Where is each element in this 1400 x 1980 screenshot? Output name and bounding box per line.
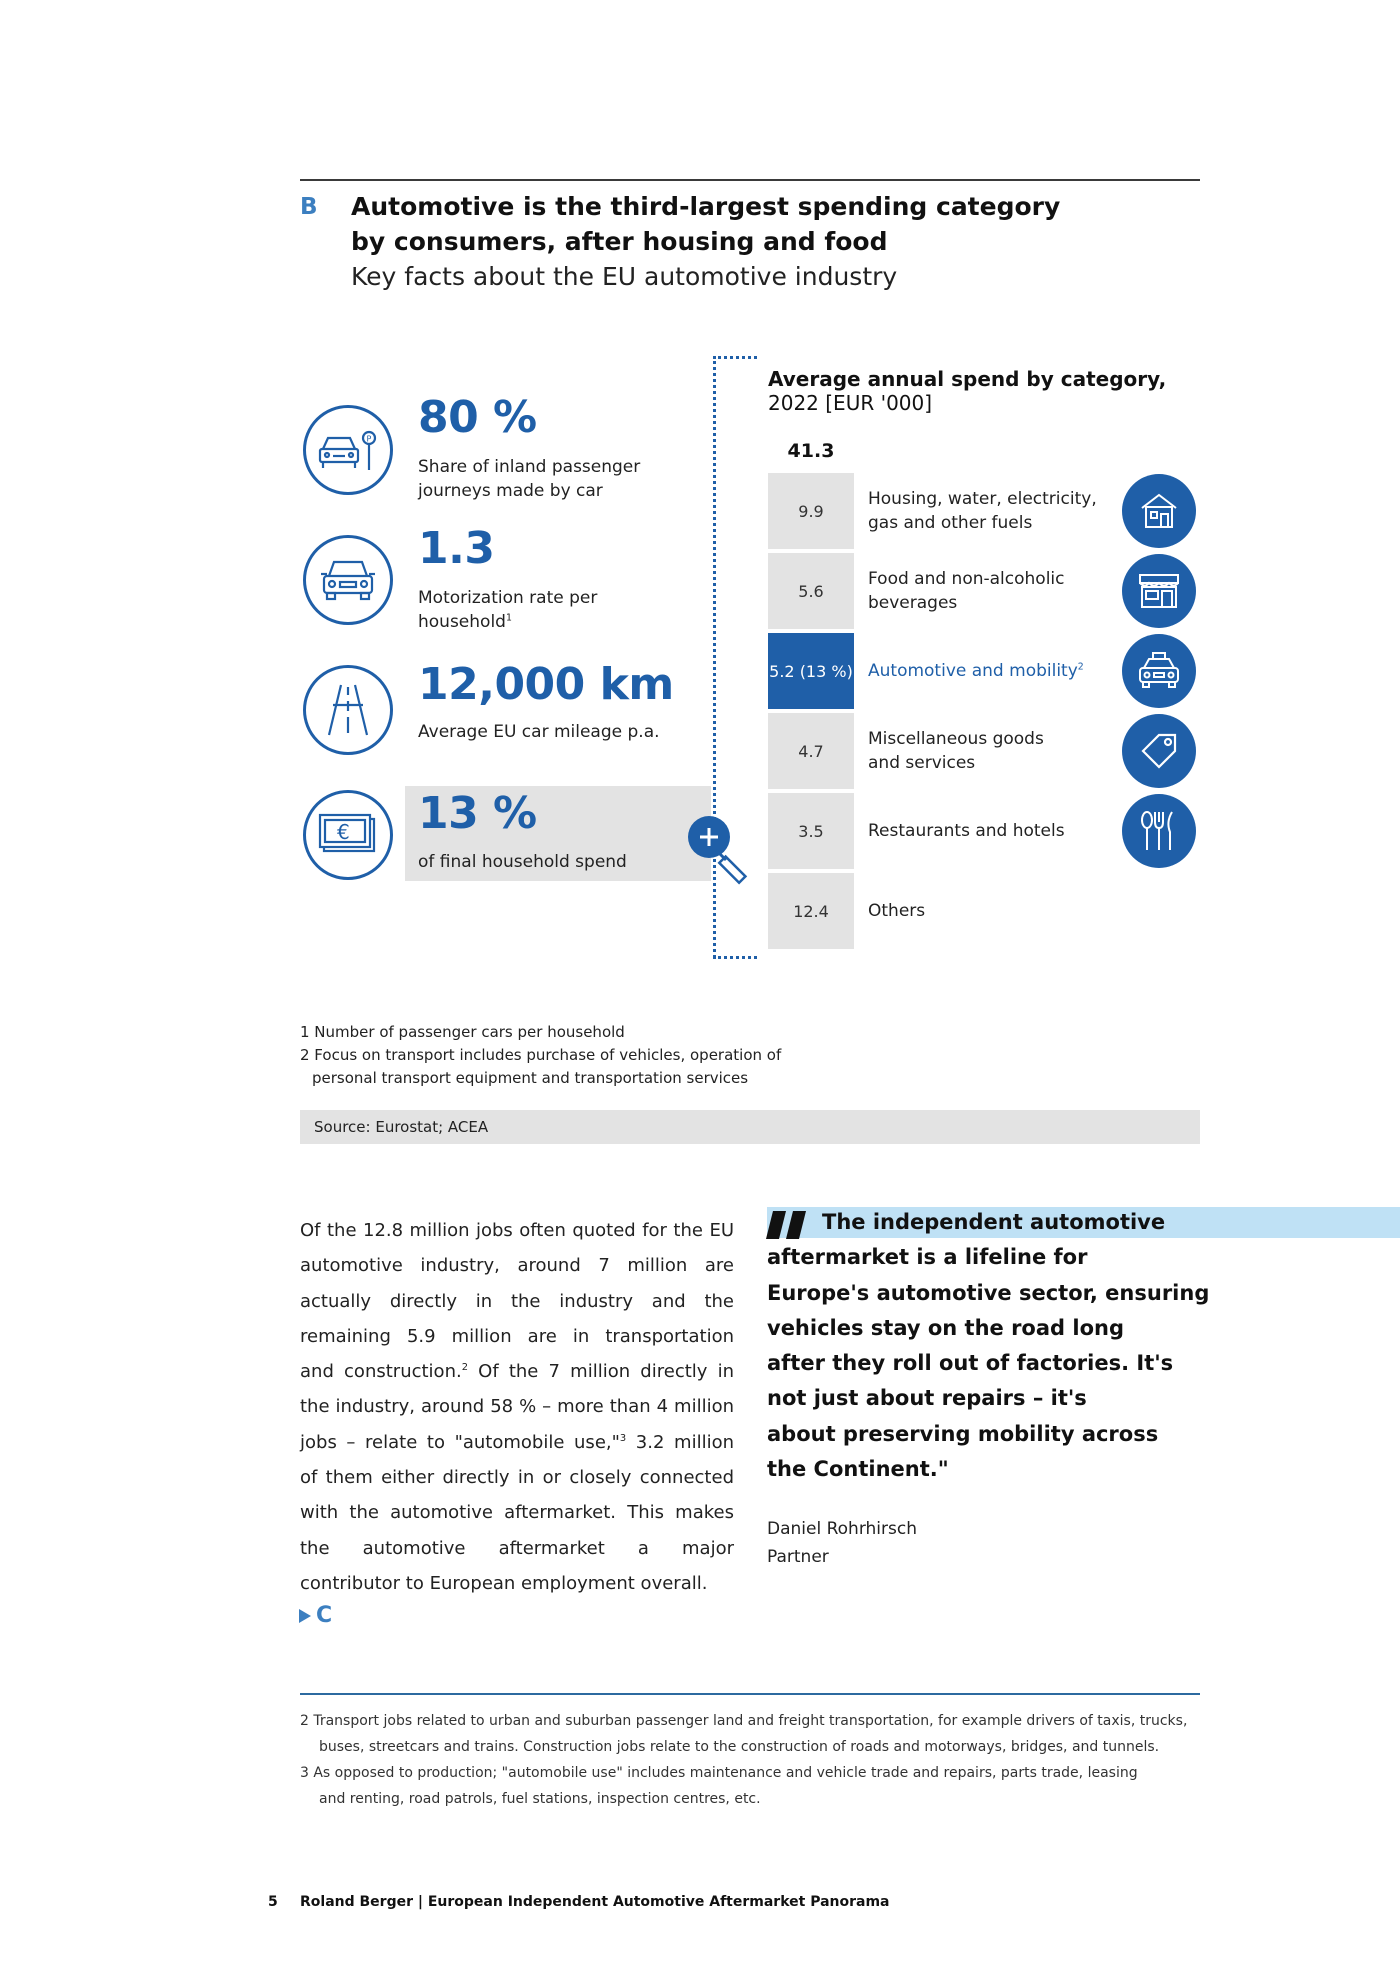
section-title-line-1: Automotive is the third-largest spending category: [351, 192, 1061, 221]
fact-value-mileage: 12,000 km: [418, 659, 674, 710]
fact-label-motorization: [418, 586, 597, 634]
chart-category-label: Miscellaneous goods and services: [868, 729, 1044, 773]
quote-line: not just about repairs – it's: [767, 1386, 1087, 1411]
chart-value-cell: 12.4: [768, 873, 854, 949]
footer-text: Roland Berger | European Independent Automotive Aftermarket Panorama: [300, 1894, 890, 1910]
svg-text:€: €: [337, 820, 350, 844]
play-arrow-icon: [298, 1608, 312, 1624]
body-line: [300, 1354, 734, 1389]
page-number: 5: [268, 1894, 278, 1910]
fact-label-text: household: [418, 612, 506, 632]
page-footnote-2: 2 Transport jobs related to urban and suburban passenger land and freight transportation, for example drivers of taxis, trucks,: [300, 1713, 1188, 1729]
footnote-ref: 2: [461, 1362, 468, 1374]
chart-value-cell: 5.6: [768, 553, 854, 629]
page-footnote-3: 3 As opposed to production; "automobile use" includes maintenance and vehicle trade and repairs, parts trade, leasing: [300, 1765, 1138, 1781]
chart-title: Average annual spend by category,: [768, 367, 1167, 391]
quote-line: Europe's automotive sector, ensuring: [767, 1280, 1210, 1305]
page-footnotes: [300, 1708, 1187, 1812]
chart-value-cell: 9.9: [768, 473, 854, 549]
chart-row: [768, 713, 1200, 789]
body-text-span: and construction.: [300, 1361, 462, 1383]
fact-value-journeys: 80 %: [418, 392, 537, 443]
fact-label-line: Share of inland passenger: [418, 457, 641, 477]
quote-line: aftermarket is a lifeline for: [767, 1245, 1088, 1270]
chart-category-label: Restaurants and hotels: [868, 821, 1065, 841]
footnote-ref: 2: [1077, 661, 1084, 673]
body-line: remaining 5.9 million are in transportation: [300, 1325, 734, 1347]
body-line: Of the 12.8 million jobs often quoted for the EU: [300, 1220, 734, 1241]
chart-row: [768, 633, 1200, 709]
price-tag-icon: [1122, 714, 1196, 788]
taxi-icon: [1122, 634, 1196, 708]
pull-quote: [767, 1205, 1209, 1487]
chart-category-label: Housing, water, electricity, gas and other fuels: [868, 489, 1097, 533]
chart-footnote-2-cont: personal transport equipment and transportation services: [312, 1069, 749, 1087]
chart-value-cell: 5.2 (13 %): [768, 633, 854, 709]
body-line: automotive industry, around 7 million are: [300, 1255, 734, 1277]
chart-row: [768, 873, 1200, 949]
quote-attribution: [767, 1515, 917, 1571]
source-bar: Source: Eurostat; ACEA: [300, 1110, 1200, 1144]
chart-row: [768, 473, 1200, 549]
page-footnote-2-cont: buses, streetcars and trains. Construction jobs relate to the construction of roads and motorways, bridges, and tunnels.: [319, 1739, 1160, 1755]
quote-line: after they roll out of factories. It's: [767, 1351, 1174, 1376]
fact-label-line: journeys made by car: [418, 481, 603, 501]
chart-footnotes: [300, 1021, 781, 1090]
car-front-icon: [303, 535, 393, 625]
body-line: with the automotive aftermarket. This makes: [300, 1502, 734, 1524]
magnifier-icon: [712, 846, 754, 888]
section-title-line-2: by consumers, after housing and food: [351, 227, 888, 256]
euro-banknote-icon: [303, 790, 393, 880]
car-parking-icon: [303, 405, 393, 495]
chart-category-label: Automotive and mobility$^2$: [868, 661, 1084, 681]
section-subtitle: Key facts about the EU automotive industry: [351, 262, 898, 291]
section-title: [351, 189, 1060, 259]
chart-category-label: Food and non-alcoholic beverages: [868, 569, 1065, 613]
chart-row: [768, 553, 1200, 629]
chart-title-block: [768, 367, 1166, 415]
fact-value-motorization: 1.3: [418, 523, 495, 574]
section-c-link-label: C: [316, 1603, 333, 1628]
page-footnote-3-cont: and renting, road patrols, fuel stations, inspection centres, etc.: [319, 1791, 761, 1807]
grocery-store-icon: [1122, 554, 1196, 628]
top-rule: [300, 179, 1200, 181]
chart-total: 41.3: [787, 440, 835, 462]
fact-label-line: Motorization rate per: [418, 588, 598, 608]
quote-line: vehicles stay on the road long: [767, 1315, 1124, 1340]
section-letter: B: [300, 194, 318, 220]
chart-subtitle: 2022 [EUR '000]: [768, 391, 933, 415]
body-text-span: 3.2 million: [626, 1431, 734, 1453]
body-line: contributor to European employment overall.: [300, 1572, 708, 1594]
chart-category-label: Others: [868, 901, 926, 921]
body-line: actually directly in the industry and the: [300, 1290, 734, 1312]
chart-footnote-1: 1 Number of passenger cars per household: [300, 1023, 625, 1041]
body-line: [300, 1425, 734, 1460]
body-text-span: Of the 7 million directly in: [468, 1361, 735, 1383]
bracket-bottom: [713, 956, 757, 959]
cutlery-icon: [1122, 794, 1196, 868]
fact-label-journeys: [418, 455, 640, 503]
quote-role: Partner: [767, 1547, 829, 1567]
body-paragraph: [300, 1213, 734, 1601]
road-icon: [303, 665, 393, 755]
fact-label-household-spend: of final household spend: [418, 852, 627, 872]
chart-row: [768, 793, 1200, 869]
chart-value-cell: 3.5: [768, 793, 854, 869]
bracket-top: [713, 356, 757, 359]
house-icon: [1122, 474, 1196, 548]
body-line: of them either directly in or closely connected: [300, 1467, 734, 1489]
chart-footnote-2: 2 Focus on transport includes purchase of vehicles, operation of: [300, 1046, 782, 1064]
body-line: the industry, around 58 % – more than 4 million: [300, 1396, 734, 1418]
chart-value-cell: 4.7: [768, 713, 854, 789]
section-c-link[interactable]: [298, 1603, 332, 1628]
fact-value-household-spend: 13 %: [418, 788, 537, 839]
svg-text:P: P: [366, 434, 372, 444]
fact-label-mileage: Average EU car mileage p.a.: [418, 722, 660, 742]
footnote-ref: 1: [505, 612, 512, 624]
footnote-rule: [300, 1693, 1200, 1695]
body-text-span: jobs – relate to "automobile use,": [300, 1431, 620, 1453]
body-line: the automotive aftermarket a major: [300, 1537, 734, 1559]
footnote-ref: 3: [619, 1432, 627, 1444]
quote-line: The independent automotive: [822, 1210, 1166, 1234]
fact-label-line: [418, 610, 597, 634]
quote-line: the Continent.": [767, 1457, 949, 1482]
quote-author: Daniel Rohrhirsch: [767, 1519, 917, 1539]
quote-line: about preserving mobility across: [767, 1421, 1159, 1446]
